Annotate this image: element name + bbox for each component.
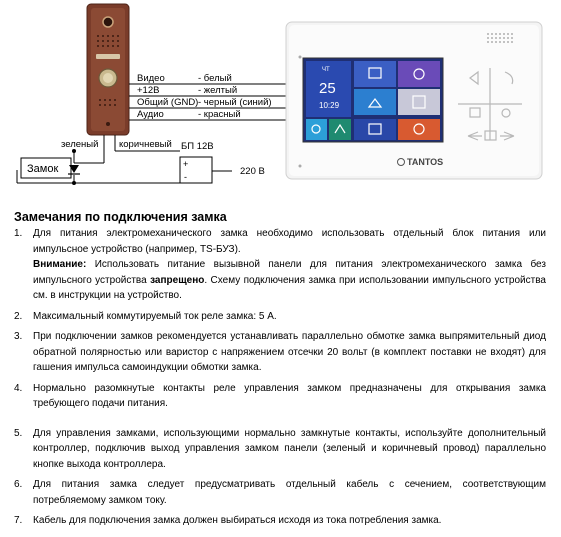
note-item [14, 381, 546, 412]
psu-plus: + [183, 159, 189, 169]
psu-minus: - [184, 172, 187, 182]
note-number: 2. [14, 310, 23, 322]
note-text: При подключении замков рекомендуется устанавливать параллельно обмотке замка выпрямительный диод обратной полярностью или варистор с напряжением отсечки 20 вольт (в комплект поставки не входят) для гашения импульса самоиндукции обмотки замка. [33, 331, 546, 373]
warning-label: Внимание: [33, 259, 87, 270]
screen-weekday: ЧТ [322, 67, 330, 73]
note-text: Нормально разомкнутые контакты реле управления замком предназначены для открывания замка требующего подачи питания. [33, 382, 546, 409]
green-wire-label: зеленый [61, 139, 99, 150]
lock-label: Замок [27, 163, 59, 175]
screen-time: 10:29 [319, 101, 340, 110]
wire-color-power: - желтый [198, 85, 238, 96]
warning-strong: запрещено [150, 274, 205, 286]
note-item [14, 477, 546, 508]
wire-color-gnd: - черный (синий) [198, 97, 272, 108]
brown-wire-label: коричневый [119, 139, 172, 150]
note-item [14, 226, 546, 304]
wire-label-power: +12В [137, 85, 160, 96]
wire-color-audio: - красный [198, 109, 241, 120]
notes-list [14, 226, 546, 534]
call-panel [87, 4, 129, 135]
warning-text-end: . Схему подключения замка при использовании импульсного устройства см. в инструкции на устройство. [33, 274, 546, 301]
note-text: Для питания замка следует предусматривать отдельный кабель с сечением, соответствующим потребляемому замком току. [33, 479, 546, 506]
wire-label-audio: Аудио [137, 109, 164, 120]
brand-name: TANTOS [407, 157, 444, 167]
note-number: 3. [14, 331, 23, 342]
notes-title: Замечания по подключения замка [14, 210, 227, 224]
wire-color-video: - белый [198, 73, 232, 84]
note-text: Кабель для подключения замка должен выбираться исходя из тока потребления замка. [33, 515, 442, 526]
note-text: Максимальный коммутируемый ток реле замка: 5 А. [33, 310, 277, 322]
wire-label-video: Видео [137, 73, 165, 84]
monitor [286, 22, 542, 179]
note-number: 5. [14, 427, 23, 439]
screen-day: 25 [319, 80, 336, 97]
mains-label: 220 В [240, 166, 265, 177]
note-item [14, 426, 546, 473]
note-number: 1. [14, 228, 23, 239]
wire-label-gnd: Общий (GND) [137, 97, 199, 108]
note-item [14, 329, 546, 376]
note-text: Для питания электромеханического замка необходимо использовать отдельный блок питания или импульсное устройство (например, TS-БУЗ). [33, 228, 546, 255]
note-number: 6. [14, 479, 23, 490]
psu-label: БП 12В [181, 141, 214, 152]
note-item [14, 513, 546, 529]
note-number: 7. [14, 515, 23, 526]
note-item [14, 309, 546, 325]
note-text: Для управления замками, использующими нормально замкнутые контакты, используйте дополнительный контроллер, подключив выход управления замком панели (зеленый и коричневый провод) параллельно кнопке выхода контроллера. [33, 427, 546, 470]
warning-text: Использовать питание вызывной панели для питания электромеханического замка без импульсного устройства [33, 259, 546, 286]
note-number: 4. [14, 382, 23, 394]
wiring-diagram [0, 0, 561, 210]
camera-lens [103, 17, 113, 27]
